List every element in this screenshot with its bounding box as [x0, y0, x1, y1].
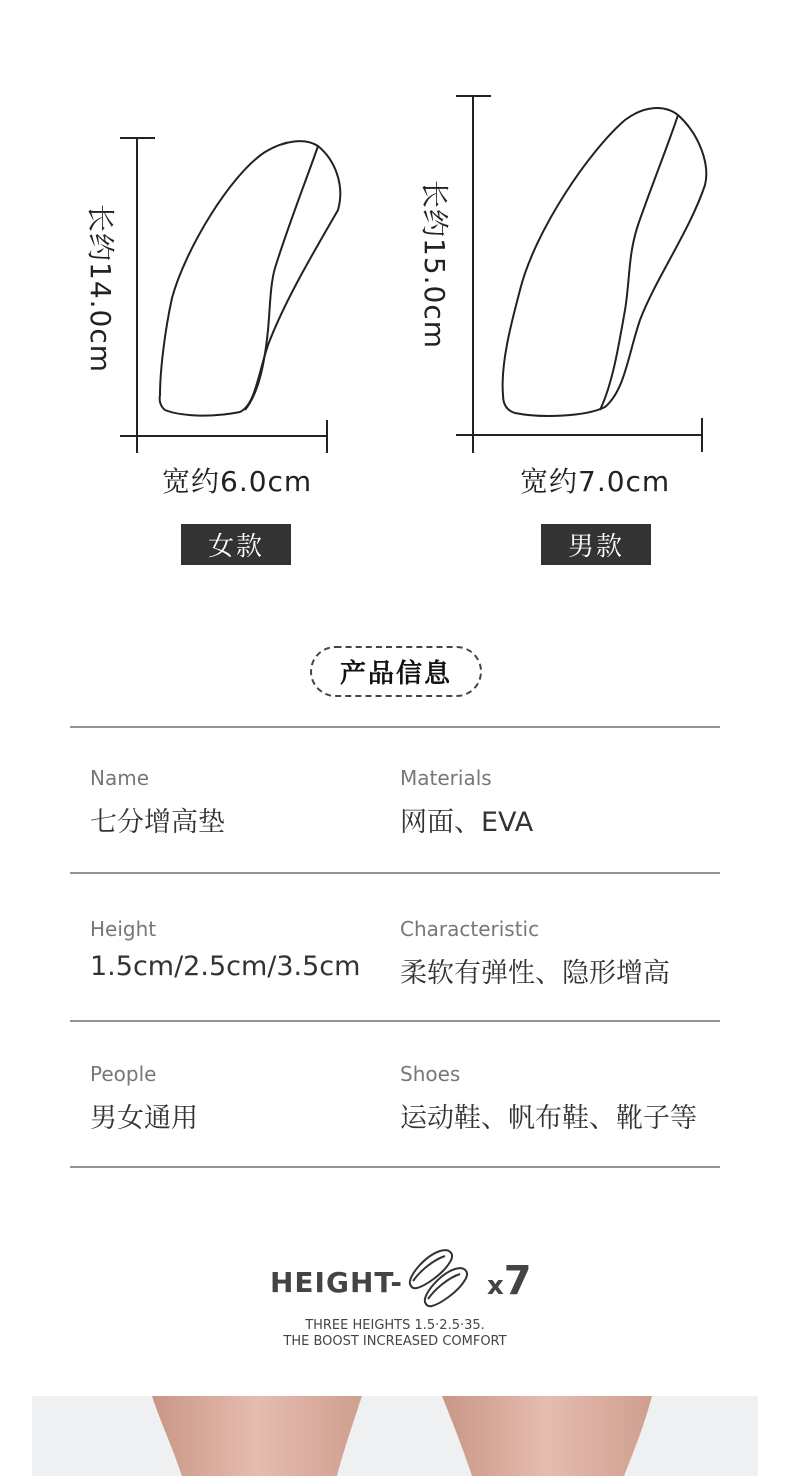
characteristic-label: Characteristic — [400, 917, 540, 941]
divider — [70, 1020, 720, 1022]
people-label: People — [90, 1062, 157, 1086]
height-value: 1.5cm/2.5cm/3.5cm — [90, 951, 361, 982]
materials-label: Materials — [400, 766, 492, 790]
height-label: Height — [90, 917, 157, 941]
divider — [70, 1166, 720, 1168]
promo-word: HEIGHT- — [270, 1266, 403, 1299]
insole-pair-icon — [405, 1246, 475, 1308]
divider — [70, 872, 720, 874]
women-insole-diagram — [120, 138, 340, 453]
men-width-label: 宽约7.0cm — [520, 465, 671, 498]
women-length-label: 长约14.0cm — [84, 204, 117, 374]
section-title: 产品信息 — [310, 646, 482, 697]
people-value: 男女通用 — [90, 1103, 198, 1134]
promo-multiplier: x7 — [487, 1258, 532, 1304]
divider — [70, 726, 720, 728]
men-length-label: 长约15.0cm — [418, 180, 451, 350]
legs-photo — [32, 1396, 758, 1476]
name-label: Name — [90, 766, 150, 790]
men-badge: 男款 — [541, 524, 651, 565]
characteristic-value: 柔软有弹性、隐形增高 — [400, 958, 670, 989]
promo-subtitle-1: THREE HEIGHTS 1.5·2.5·35. — [305, 1318, 485, 1333]
shoes-label: Shoes — [400, 1062, 461, 1086]
women-badge: 女款 — [181, 524, 291, 565]
shoes-value: 运动鞋、帆布鞋、靴子等 — [400, 1103, 697, 1134]
name-value: 七分增高垫 — [90, 807, 225, 838]
men-insole-diagram — [456, 96, 706, 453]
promo-subtitle-2: THE BOOST INCREASED COMFORT — [283, 1334, 507, 1349]
materials-value: 网面、EVA — [400, 807, 534, 838]
women-width-label: 宽约6.0cm — [162, 465, 313, 498]
